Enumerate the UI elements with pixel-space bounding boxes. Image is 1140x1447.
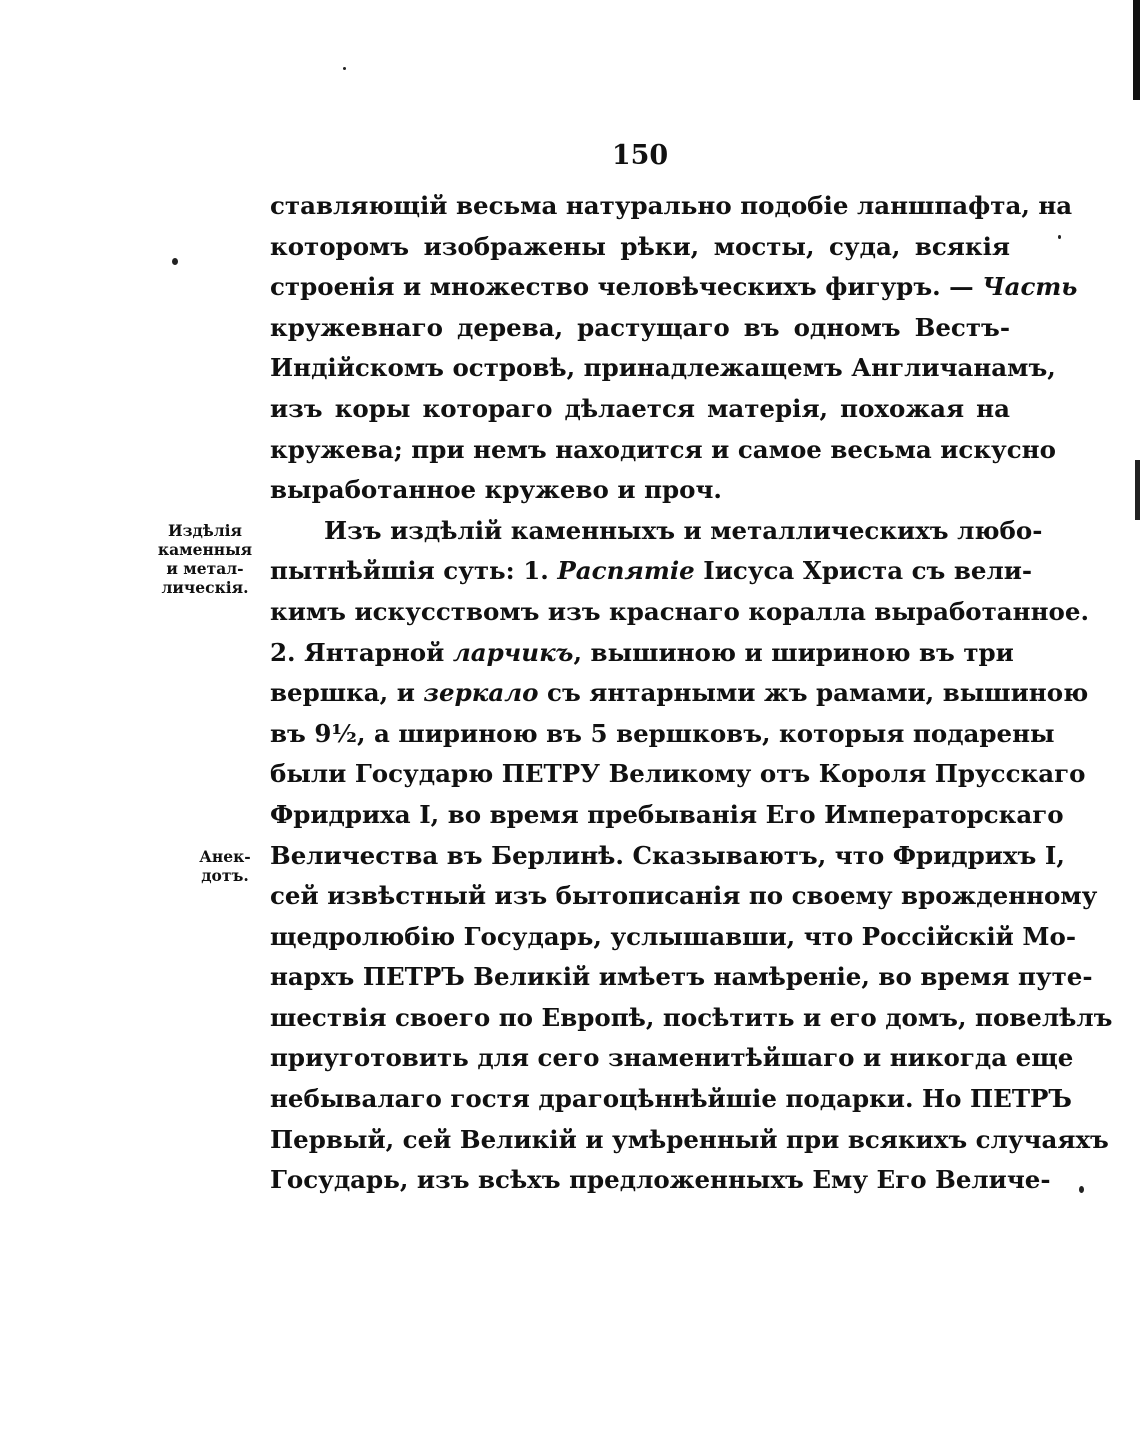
text-line: выработанное кружево и проч. [270,475,722,505]
page-number: 150 [611,140,669,171]
text-line: изъ коры котораго дѣлается матерія, похожая на [270,393,1010,423]
italic-word: зеркало [423,678,539,708]
margin-note-line: и метал- [166,559,244,578]
margin-note-line: лическія. [161,578,249,597]
text-line: кружевнаго дерева, растущаго въ одномъ Вестъ- [270,312,1010,342]
margin-note-line: Издѣлія [167,521,243,540]
text-line: Фридриха I, во время пребыванія Его Императорскаго [270,799,1064,829]
ink-speck [172,258,178,265]
text-line: Изъ издѣлій каменныхъ и металлическихъ любо- [324,515,1043,545]
italic-word: Распятіе [557,556,695,586]
italic-word: ларчикъ [452,637,574,667]
text-line: шествія своего по Европѣ, посѣтить и его домъ, повелѣлъ [270,1002,1113,1032]
page-edge-shadow [1133,0,1140,100]
margin-note-line: Анек- [199,847,251,866]
text-line: небывалаго гостя драгоцѣннѣйшіе подарки. Но ПЕТРЪ [270,1084,1072,1114]
text-line: нархъ ПЕТРЪ Великій имѣетъ намѣреніе, во время путе- [270,962,1093,992]
text-line: строенія и множество человѣческихъ фигуръ. — Часть [270,272,1078,302]
text-line: Первый, сей Великій и умѣренный при всякихъ случаяхъ [270,1124,1109,1154]
text-line: Государь, изъ всѣхъ предложенныхъ Ему Его Величе- [270,1165,1051,1195]
text-line: Величества въ Берлинѣ. Сказываютъ, что Фридрихъ I, [270,840,1065,870]
text-line: щедролюбію Государь, услышавши, что Россійскій Мо- [270,921,1077,951]
body-text [270,186,1113,1201]
text-line: пытнѣйшія суть: 1. Распятіе Іисуса Христа съ вели- [270,556,1033,586]
margin-note-anekdot [190,847,260,885]
margin-note-izdelia [150,521,260,597]
margin-note-line: дотъ. [201,866,249,885]
text-line: приуготовить для сего знаменитѣйшаго и никогда еще [270,1043,1074,1073]
italic-word: Часть [982,272,1078,302]
margin-note-line: каменныя [157,540,253,559]
text-line: вершка, и зеркало съ янтарными жъ рамами, вышиною [270,678,1089,708]
text-line: сей извѣстный изъ бытописанія по своему врожденному [270,881,1098,911]
ink-speck [1079,1186,1084,1193]
ink-speck [1058,235,1061,239]
text-line: кружева; при немъ находится и самое весьма искусно [270,434,1056,464]
text-line: въ 9½, а шириною въ 5 вершковъ, которыя подарены [270,718,1055,748]
page-edge-shadow [1135,460,1140,520]
text-line: 2. Янтарной ларчикъ, вышиною и шириною въ три [270,637,1014,667]
ink-speck [343,67,346,70]
text-line: были Государю ПЕТРУ Великому отъ Короля Прусскаго [270,759,1086,789]
text-line: которомъ изображены рѣки, мосты, суда, всякія [270,231,1010,261]
text-line: кимъ искусствомъ изъ краснаго коралла выработанное. [270,596,1090,626]
text-line: Индійскомъ островѣ, принадлежащемъ Англичанамъ, [270,353,1056,383]
text-line: ставляющій весьма натурально подобіе ланшпафта, на [270,191,1073,220]
